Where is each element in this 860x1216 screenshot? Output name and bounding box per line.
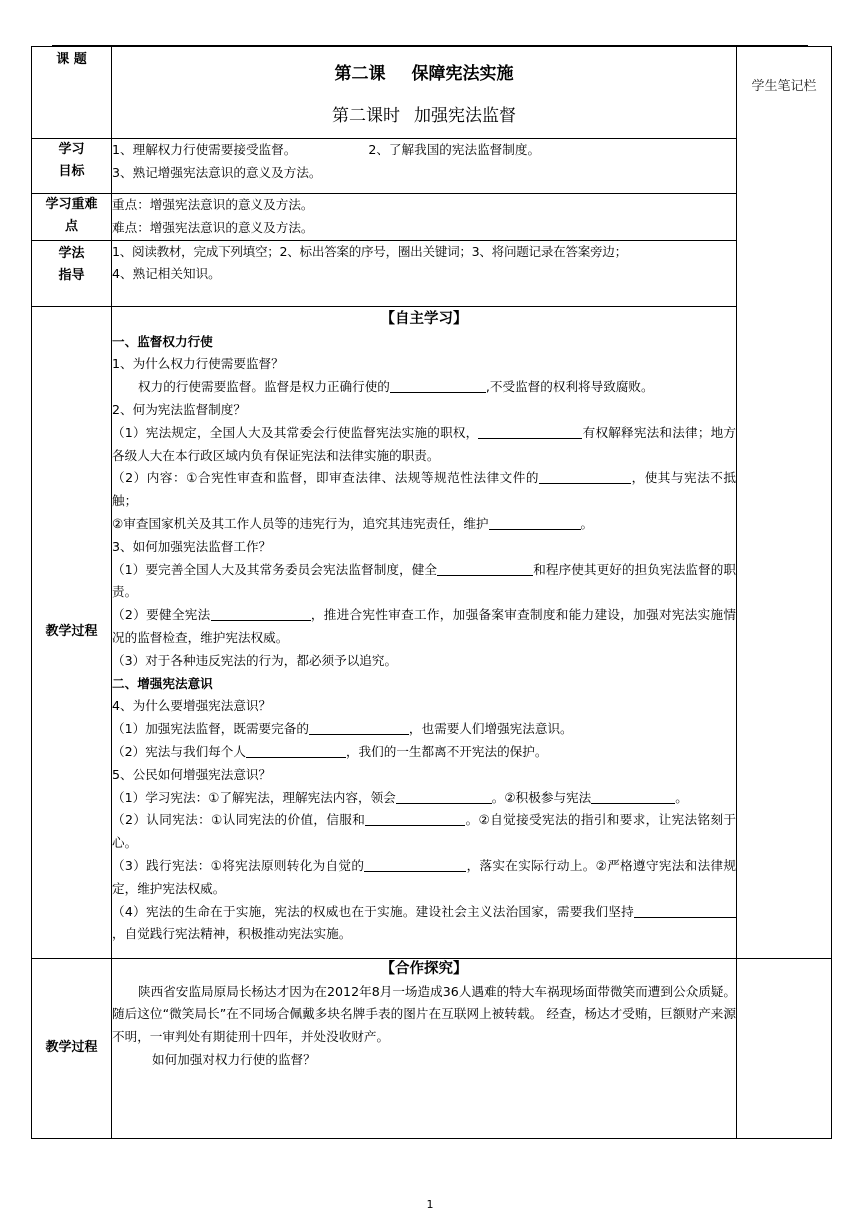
fill-blank[interactable] xyxy=(246,743,346,758)
cooperative-row xyxy=(32,958,832,1138)
key-point: 重点：增强宪法意识的意义及方法。 xyxy=(112,197,314,212)
title-cell xyxy=(112,47,737,139)
self-study-title: 【自主学习】 xyxy=(380,310,468,327)
answer-4-1 xyxy=(112,718,736,741)
key-points-label-line1: 学习重难 xyxy=(45,197,98,212)
answer-5-4-text: （4）宪法的生命在于实施，宪法的权威也在于实施。建设社会主义法治国家，需要我们坚持 xyxy=(112,903,634,919)
answer-3-1-text-end: 和程序使其更好的担负宪法监督的职责。 xyxy=(112,561,737,600)
answer-5-1 xyxy=(112,787,736,810)
self-study-content xyxy=(112,306,737,958)
title-row xyxy=(32,47,832,139)
key-points-content xyxy=(112,194,737,241)
period-title xyxy=(112,101,736,126)
notes-column-label: 学生笔记栏 xyxy=(751,79,817,94)
fill-blank[interactable] xyxy=(489,515,581,530)
answer-2-2-text-end: ，使其与宪法不抵触； xyxy=(112,470,736,509)
answer-3-1-text: （1）要完善全国人大及其常务委员会宪法监督制度，健全 xyxy=(112,561,438,577)
answer-5-1-text-end: 。 xyxy=(675,789,688,805)
answer-4-1-text-end: ，也需要人们增强宪法意识。 xyxy=(408,721,573,737)
notes-column xyxy=(737,47,832,959)
answer-1 xyxy=(112,376,736,399)
answer-2-3-text: ②审查国家机关及其工作人员等的违宪行为，追究其违宪责任，维护 xyxy=(112,515,489,531)
method-label-line1: 学法 xyxy=(58,245,85,261)
lesson-plan-table xyxy=(31,46,832,1139)
answer-5-1-text-mid: 。②积极参与宪法 xyxy=(491,789,592,805)
answer-5-3-text: （3）践行宪法：①将宪法原则转化为自觉的 xyxy=(112,857,365,873)
answer-3-3: （3）对于各种违反宪法的行为，都必须予以追究。 xyxy=(112,652,398,668)
goals-content xyxy=(112,139,737,194)
question-1: 1、为什么权力行使需要监督？ xyxy=(112,356,284,372)
answer-5-2-text: （2）认同宪法：①认同宪法的价值，信服和 xyxy=(112,812,366,828)
answer-4-2-text: （2）宪法与我们每个人 xyxy=(112,743,246,759)
fill-blank[interactable] xyxy=(478,424,582,439)
period-number: 第二课时 xyxy=(332,106,400,126)
answer-3-1 xyxy=(112,559,736,605)
fill-blank[interactable] xyxy=(634,903,736,918)
fill-blank[interactable] xyxy=(437,561,533,576)
lesson-title xyxy=(112,59,736,87)
cooperative-content xyxy=(112,958,737,1138)
difficult-point: 难点：增强宪法意识的意义及方法。 xyxy=(112,219,314,235)
goals-row xyxy=(32,139,832,194)
answer-2-3-text-end: 。 xyxy=(580,515,594,531)
question-3: 3、如何加强宪法监督工作？ xyxy=(112,538,272,554)
period-name: 加强宪法监督 xyxy=(414,106,516,126)
answer-2-3 xyxy=(112,513,736,536)
key-points-row xyxy=(32,194,832,241)
answer-3-2-text: （2）要健全宪法 xyxy=(112,607,211,623)
answer-5-2 xyxy=(112,809,736,855)
goals-label-line2: 目标 xyxy=(58,164,85,179)
answer-4-1-text: （1）加强宪法监督，既需要完备的 xyxy=(112,721,309,737)
goals-label xyxy=(32,139,112,194)
fill-blank[interactable] xyxy=(365,811,465,826)
answer-4-2 xyxy=(112,741,736,764)
process-label-1: 教学过程 xyxy=(32,306,112,958)
cooperative-title: 【合作探究】 xyxy=(380,960,468,977)
answer-4-2-text-end: ，我们的一生都离不开宪法的保护。 xyxy=(345,743,548,759)
fill-blank[interactable] xyxy=(396,789,492,804)
method-row xyxy=(32,240,832,306)
question-5: 5、公民如何增强宪法意识？ xyxy=(112,766,272,782)
page-number: 1 xyxy=(426,1198,434,1211)
fill-blank[interactable] xyxy=(390,378,486,393)
answer-2-1 xyxy=(112,422,736,468)
goals-label-line1: 学习 xyxy=(58,142,85,157)
case-text: 陕西省安监局原局长杨达才因为在2012年8月一场造成36人遇难的特大车祸现场面带微笑而遭到公众质疑。随后这位“微笑局长”在不同场合佩戴多块名牌手表的图片在互联网上被转载。 经查，杨达才受贿，巨额财产来源不明，一审判处有期徒刑十四年，并处没收财产。 xyxy=(112,983,736,1045)
answer-2-2-text: （2）内容：①合宪性审查和监督，即审查法律、法规等规范性法律文件的 xyxy=(112,470,540,486)
answer-1-text: 权力的行使需要监督。监督是权力正确行使的 xyxy=(138,379,390,395)
answer-5-2-text-end: 。②自觉接受宪法的指引和要求，让宪法铭刻于心。 xyxy=(112,812,736,851)
goal-item-3: 3、熟记增强宪法意识的意义及方法。 xyxy=(112,164,322,180)
answer-5-3-text-end: ，落实在实际行动上。②严格遵守宪法和法律规定，维护宪法权威。 xyxy=(112,857,736,896)
fill-blank[interactable] xyxy=(591,789,675,804)
topic-label: 课 题 xyxy=(32,47,112,139)
answer-1-text-end: ,不受监督的权利将导致腐败。 xyxy=(485,379,654,395)
answer-2-1-text-end: 有权解释宪法和法律；地方各级人大在本行政区域内负有保证宪法和法律实施的职责。 xyxy=(112,424,737,463)
fill-blank[interactable] xyxy=(364,857,466,872)
process-label-2: 教学过程 xyxy=(32,958,112,1138)
answer-5-4 xyxy=(112,901,736,947)
answer-2-2 xyxy=(112,467,736,513)
lesson-name: 保障宪法实施 xyxy=(411,64,514,84)
goal-item-1: 1、理解权力行使需要接受监督。 xyxy=(112,142,297,157)
self-study-row xyxy=(32,306,832,958)
goal-item-2: 2、了解我国的宪法监督制度。 xyxy=(368,142,541,157)
key-points-label xyxy=(32,194,112,241)
question-2: 2、何为宪法监督制度？ xyxy=(112,401,246,417)
fill-blank[interactable] xyxy=(539,469,631,484)
fill-blank[interactable] xyxy=(211,606,311,621)
answer-5-3 xyxy=(112,855,736,901)
answer-5-4-text-end: ，自觉践行宪法精神，积极推动宪法实施。 xyxy=(112,926,352,942)
fill-blank[interactable] xyxy=(309,720,409,735)
answer-2-1-text: （1）宪法规定，全国人大及其常委会行使监督宪法实施的职权， xyxy=(112,424,479,440)
part1-heading: 一、监督权力行使 xyxy=(112,333,213,349)
method-content xyxy=(112,240,737,306)
answer-5-1-text: （1）学习宪法：①了解宪法，理解宪法内容，领会 xyxy=(112,789,396,805)
part2-heading: 二、增强宪法意识 xyxy=(112,675,213,691)
discussion-question: 如何加强对权力行使的监督？ xyxy=(152,1051,316,1067)
key-points-label-line2: 点 xyxy=(64,219,78,234)
answer-3-2 xyxy=(112,604,736,650)
method-label-line2: 指导 xyxy=(58,267,85,283)
method-line-2: 4、熟记相关知识。 xyxy=(112,266,221,282)
method-label xyxy=(32,240,112,306)
answer-3-2-text-end: ，推进合宪性审查工作，加强备案审查制度和能力建设，加强对宪法实施情况的监督检查，维护宪法权威。 xyxy=(112,607,737,645)
method-line-1: 1、阅读教材，完成下列填空；2、标出答案的序号，圈出关键词；3、将问题记录在答案旁边； xyxy=(112,243,627,259)
lesson-number: 第二课 xyxy=(334,64,386,84)
notes-area-2[interactable] xyxy=(737,958,832,1138)
question-4: 4、为什么要增强宪法意识？ xyxy=(112,698,272,714)
